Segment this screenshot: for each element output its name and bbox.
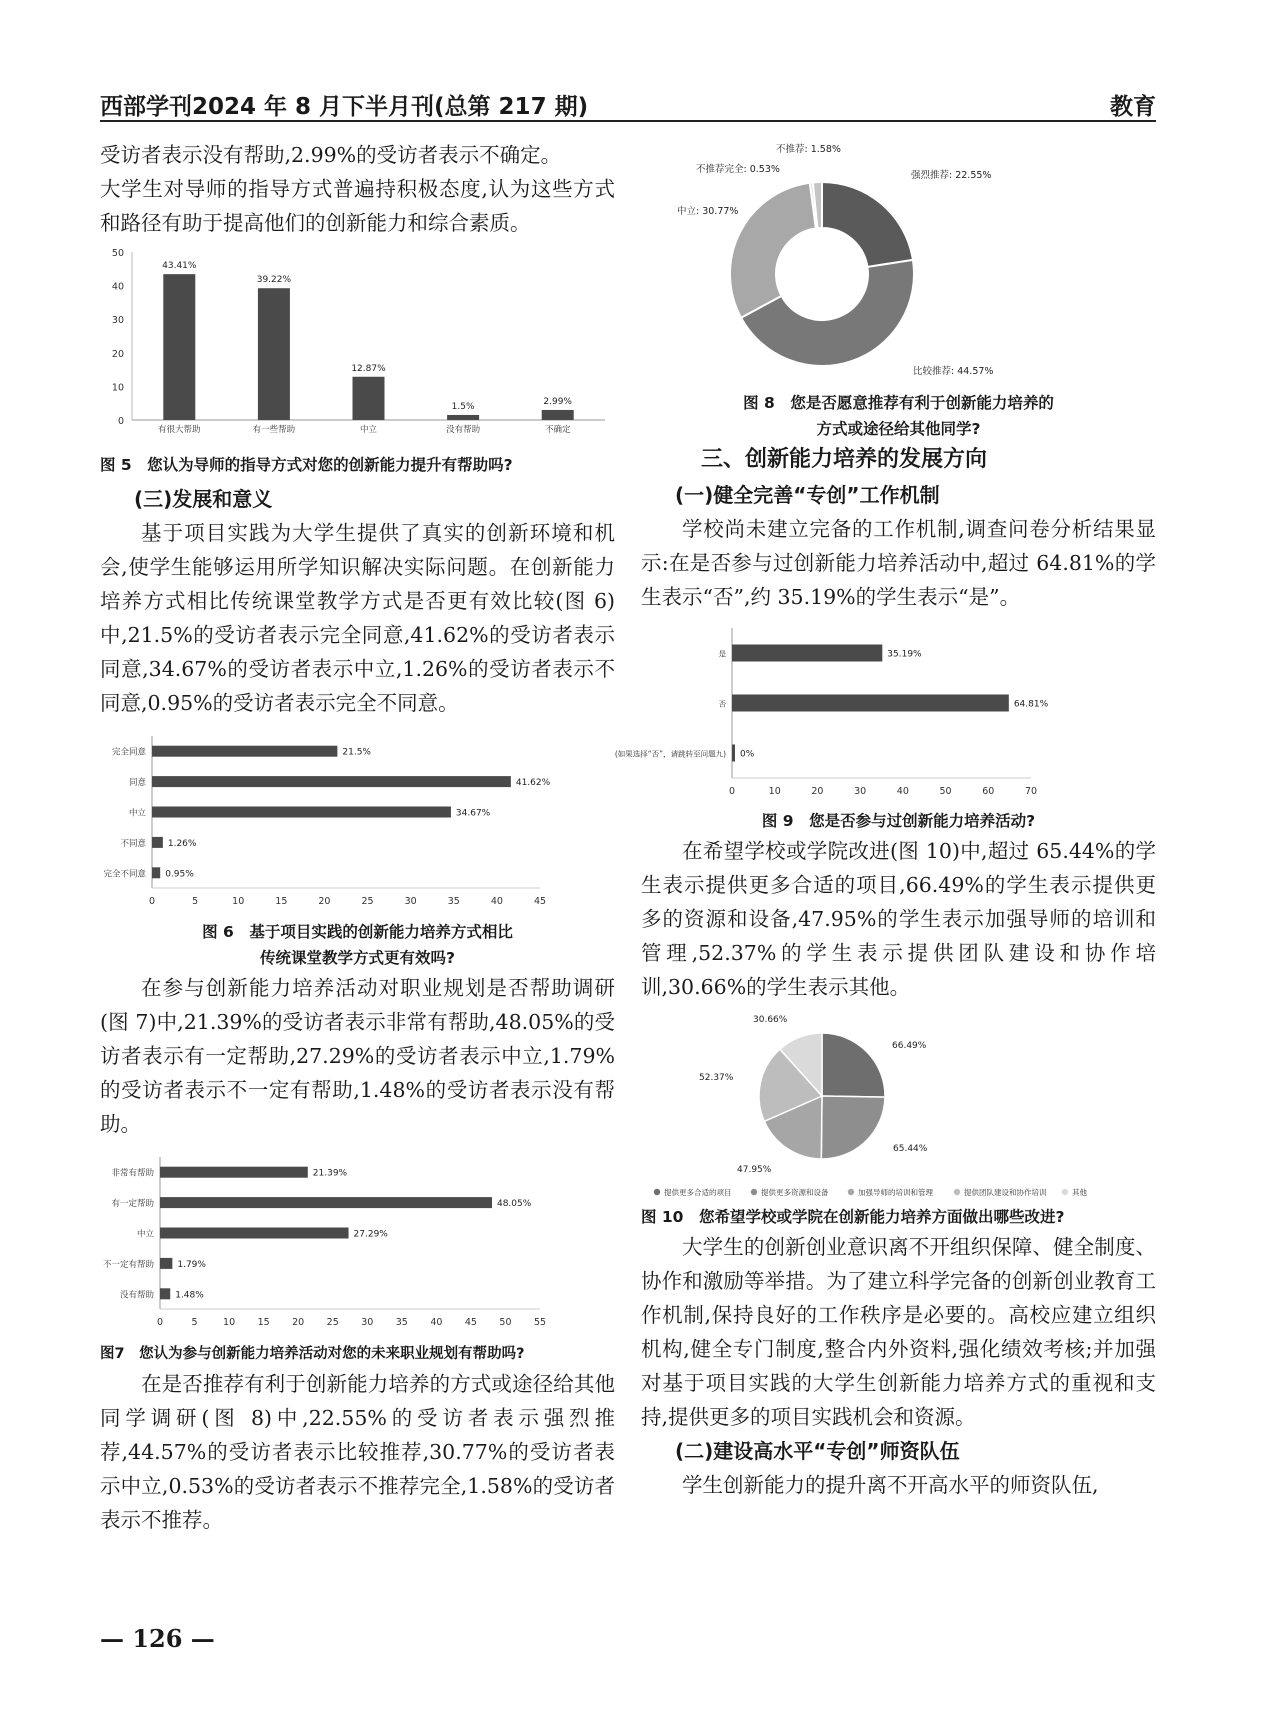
- slice-label: 30.66%: [753, 1015, 788, 1025]
- x-tick-label: 55: [533, 1317, 547, 1328]
- bar: [160, 1288, 170, 1299]
- y-tick-label: 非常有帮助: [111, 1168, 154, 1179]
- data-label: 43.41%: [162, 261, 197, 272]
- x-tick-label: 15: [275, 896, 288, 907]
- bar: [152, 837, 163, 848]
- data-label: 21.39%: [312, 1168, 348, 1179]
- figure-8-donut-chart: [641, 134, 1156, 386]
- slice-label: 52.37%: [699, 1073, 734, 1083]
- figure-6-caption-line-1: 图 6 基于项目实践的创新能力培养方式相比: [202, 923, 513, 941]
- donut-slice: [730, 183, 816, 318]
- x-tick-label: 15: [257, 1317, 270, 1328]
- data-label: 0.95%: [165, 869, 194, 880]
- y-tick-label: 完全同意: [111, 747, 146, 758]
- paragraph: 在参与创新能力培养活动对职业规划是否帮助调研(图 7)中,21.39%的受访者表示非常有帮助,48.05%的受访者表示有一定帮助,27.29%的受访者表示中立,1.79%的受访者表示不一定有帮助,1.48%的受访者表示没有帮助。: [100, 976, 615, 1136]
- page-header: [100, 88, 1156, 122]
- journal-title: 西部学刊2024 年 8 月下半月刊(总第 217 期): [100, 94, 589, 120]
- slice-label: 66.49%: [892, 1041, 927, 1051]
- x-tick-label: 30: [361, 1317, 374, 1328]
- x-tick-label: 25: [361, 896, 374, 907]
- legend-swatch: [654, 1189, 660, 1195]
- paragraph: 在希望学校或学院改进(图 10)中,超过 65.44%的学生表示提供更多合适的项目,66.49%的学生表示提供更多的资源和设备,47.95%的学生表示加强导师的培训和管理,52.37%的学生表示提供团队建设和协作培训,30.66%的学生表示其他。: [641, 839, 1156, 999]
- data-label: 1.79%: [177, 1259, 206, 1270]
- paragraph: 基于项目实践为大学生提供了真实的创新环境和机会,使学生能够运用所学知识解决实际问题。在创新能力培养方式相比传统课堂教学方式是否更有效比较(图 6)中,21.5%的受访者表示完全同意,41.62%的受访者表示同意,34.67%的受访者表示中立,1.26%的受访者表示不同意,0.95%的受访者表示完全不同意。: [100, 521, 615, 715]
- x-tick-label: 不确定: [544, 425, 571, 435]
- bar: [160, 1228, 349, 1239]
- y-tick-label: 否: [718, 699, 726, 709]
- bar: [732, 695, 1009, 712]
- y-tick-label: 没有帮助: [119, 1290, 154, 1301]
- figure-6-bar-chart: [100, 728, 615, 913]
- x-tick-label: 中立: [359, 425, 378, 435]
- subsection-heading: (一)健全完善“专创”工作机制: [675, 483, 940, 507]
- y-tick-label: 30: [111, 315, 124, 327]
- x-tick-label: 10: [232, 896, 245, 907]
- paragraph: 在是否推荐有利于创新能力培养的方式或途径给其他同学调研(图 8)中,22.55%的受访者表示强烈推荐,44.57%的受访者表示比较推荐,30.77%的受访者表示中立,0.53%的受访者表示不推荐完全,1.58%的受访者表示不推荐。: [100, 1372, 615, 1532]
- data-label: 64.81%: [1013, 699, 1049, 710]
- data-label: 1.26%: [167, 838, 197, 849]
- bar: [152, 807, 451, 818]
- x-tick-label: 35: [447, 896, 460, 907]
- paragraph: 大学生对导师的指导方式普遍持积极态度,认为这些方式和路径有助于提高他们的创新能力和综合素质。: [100, 177, 615, 235]
- x-tick-label: 30: [404, 896, 417, 907]
- bar: [163, 274, 195, 420]
- x-tick-label: 5: [191, 1317, 198, 1328]
- x-tick-label: 30: [854, 786, 867, 797]
- legend-label: 提供团队建设和协作培训: [964, 1188, 1047, 1197]
- x-tick-label: 0: [156, 1317, 164, 1328]
- y-tick-label: (如果选择“否”，请跳转至问题九): [614, 749, 726, 759]
- slice-label: 中立: 30.77%: [677, 206, 739, 217]
- paragraph: 受访者表示没有帮助,2.99%的受访者表示不确定。: [100, 143, 562, 167]
- data-label: 0%: [740, 749, 755, 760]
- slice-label: 强烈推荐: 22.55%: [911, 170, 992, 181]
- paragraph: 大学生的创新创业意识离不开组织保障、健全制度、协作和激励等举措。为了建立科学完备的创新创业教育工作机制,保持良好的工作秩序是必要的。高校应建立组织机构,健全专门制度,整合内外资料,强化绩效考核;并加强对基于项目实践的大学生创新能力培养方式的重视和支持,提供更多的项目实践机会和资源。: [641, 1235, 1156, 1429]
- slice-label: 不推荐: 1.58%: [776, 144, 841, 155]
- legend-swatch: [848, 1189, 854, 1195]
- slice-label: 65.44%: [893, 1144, 928, 1154]
- bar: [160, 1197, 492, 1208]
- x-tick-label: 25: [326, 1317, 339, 1328]
- section-heading: 三、创新能力培养的发展方向: [701, 447, 988, 472]
- y-tick-label: 40: [111, 281, 124, 293]
- section-title: 教育: [1110, 94, 1156, 120]
- donut-slice: [822, 182, 913, 267]
- slice-label: 不推荐完全: 0.53%: [696, 164, 780, 175]
- x-tick-label: 0: [148, 896, 156, 907]
- paragraph: 学生创新能力的提升离不开高水平的师资队伍,: [682, 1473, 1099, 1497]
- paragraph: 学校尚未建立完备的工作机制,调查问卷分析结果显示:在是否参与过创新能力培养活动中,超过 64.81%的学生表示“否”,约 35.19%的学生表示“是”。: [641, 517, 1156, 609]
- legend-swatch: [751, 1189, 757, 1195]
- x-tick-label: 有很大帮助: [158, 425, 201, 435]
- y-tick-label: 完全不同意: [103, 869, 146, 880]
- data-label: 41.62%: [515, 778, 551, 789]
- bar: [258, 288, 290, 420]
- x-tick-label: 70: [1024, 786, 1038, 797]
- figure-9-bar-chart: [614, 622, 1156, 804]
- legend-swatch: [1062, 1189, 1068, 1195]
- data-label: 35.19%: [887, 649, 922, 660]
- figure-5-caption: 图 5 您认为导师的指导方式对您的创新能力提升有帮助吗?: [100, 456, 513, 474]
- y-tick-label: 20: [111, 348, 124, 360]
- data-label: 48.05%: [496, 1199, 532, 1210]
- x-tick-label: 20: [811, 786, 824, 797]
- pie-slice: [822, 1033, 885, 1097]
- bar: [447, 415, 479, 420]
- slice-label: 比较推荐: 44.57%: [913, 366, 994, 377]
- legend-swatch: [954, 1189, 960, 1195]
- x-tick-label: 60: [982, 786, 995, 797]
- figure-8-caption-line-2: 方式或途径给其他同学?: [816, 420, 981, 438]
- bar: [732, 645, 882, 662]
- data-label: 1.48%: [175, 1290, 204, 1301]
- figure-9-caption: 图 9 您是否参与过创新能力培养活动?: [761, 812, 1036, 830]
- x-tick-label: 35: [395, 1317, 408, 1328]
- bar: [152, 746, 337, 757]
- bar: [160, 1167, 308, 1178]
- right-column: [614, 138, 1156, 1502]
- y-tick-label: 是: [718, 649, 726, 659]
- x-tick-label: 45: [533, 896, 547, 907]
- x-tick-label: 40: [430, 1317, 443, 1328]
- page-number: — 126 —: [100, 1624, 215, 1653]
- y-tick-label: 0: [117, 416, 124, 427]
- section-heading: (三)发展和意义: [134, 487, 273, 511]
- data-label: 2.99%: [543, 396, 572, 407]
- y-tick-label: 不一定有帮助: [102, 1259, 154, 1270]
- figure-10-pie-chart: [641, 1014, 1156, 1198]
- data-label: 21.5%: [342, 747, 371, 758]
- y-tick-label: 不同意: [120, 838, 146, 849]
- bar: [732, 745, 735, 762]
- x-tick-label: 40: [490, 896, 503, 907]
- x-tick-label: 20: [318, 896, 331, 907]
- legend-label: 其他: [1072, 1188, 1087, 1197]
- y-tick-label: 有一定帮助: [111, 1199, 154, 1210]
- pie-slice: [821, 1096, 885, 1159]
- legend-label: 提供更多资源和设备: [761, 1188, 829, 1197]
- x-tick-label: 10: [223, 1317, 236, 1328]
- figure-7-caption: 图7 您认为参与创新能力培养活动对您的未来职业规划有帮助吗?: [100, 1346, 525, 1362]
- legend-label: 加强导师的培训和管理: [858, 1188, 933, 1197]
- x-tick-label: 40: [896, 786, 909, 797]
- x-tick-label: 45: [464, 1317, 477, 1328]
- subsection-heading: (二)建设高水平“专创”师资队伍: [675, 1439, 960, 1463]
- y-tick-label: 同意: [128, 778, 146, 789]
- data-label: 1.5%: [451, 401, 475, 412]
- y-tick-label: 中立: [136, 1229, 154, 1240]
- bar: [542, 410, 574, 420]
- x-tick-label: 50: [939, 786, 952, 797]
- x-tick-label: 0: [728, 786, 736, 797]
- x-tick-label: 没有帮助: [446, 425, 481, 435]
- figure-6-caption-line-2: 传统课堂教学方式更有效吗?: [260, 949, 455, 967]
- bar: [353, 377, 385, 420]
- data-label: 27.29%: [353, 1229, 388, 1240]
- x-tick-label: 50: [499, 1317, 512, 1328]
- data-label: 12.87%: [351, 363, 386, 374]
- legend-label: 提供更多合适的项目: [664, 1188, 732, 1197]
- x-tick-label: 有一些帮助: [252, 425, 296, 435]
- y-tick-label: 50: [111, 248, 124, 259]
- x-tick-label: 5: [192, 896, 199, 907]
- x-tick-label: 20: [292, 1317, 305, 1328]
- data-label: 34.67%: [455, 808, 491, 819]
- bar: [160, 1258, 172, 1269]
- x-tick-label: 10: [768, 786, 781, 797]
- figure-7-bar-chart: [100, 1149, 615, 1335]
- bar: [152, 776, 511, 787]
- figure-10-caption: 图 10 您希望学校或学院在创新能力培养方面做出哪些改进?: [641, 1208, 1065, 1226]
- bar: [152, 867, 160, 878]
- figure-8-caption-line-1: 图 8 您是否愿意推荐有利于创新能力培养的: [743, 394, 1054, 412]
- y-tick-label: 中立: [128, 808, 146, 819]
- left-column: [100, 138, 615, 1537]
- slice-label: 47.95%: [737, 1165, 772, 1175]
- data-label: 39.22%: [256, 275, 292, 286]
- y-tick-label: 10: [111, 382, 124, 394]
- figure-5-bar-chart: [100, 242, 615, 442]
